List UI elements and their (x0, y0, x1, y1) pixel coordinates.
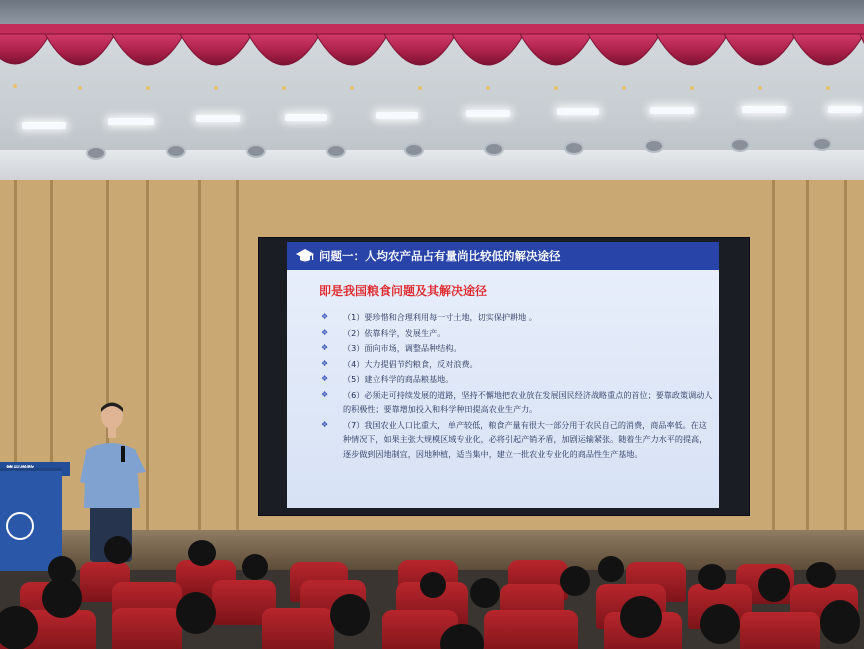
graduation-cap-icon (295, 247, 315, 265)
auditorium-seat (262, 608, 334, 649)
ceiling-light (650, 107, 694, 114)
bullet-diamond-icon: ❖ (321, 312, 329, 321)
ceiling-light (285, 114, 327, 121)
presentation-slide (287, 242, 719, 508)
audience-head (758, 568, 790, 602)
spotlight (326, 144, 346, 158)
spotlight (86, 146, 106, 160)
ceiling-light (742, 106, 786, 113)
ceiling-light (466, 110, 510, 117)
ceiling-light (557, 108, 599, 115)
ceiling-light (22, 122, 66, 129)
slide-subtitle: 即是我国粮食问题及其解决途径 (319, 284, 488, 298)
audience-head (620, 596, 662, 638)
ceiling-light (376, 112, 418, 119)
audience-head (104, 536, 132, 564)
wall-panel-seam (198, 180, 201, 540)
audience-head (42, 578, 82, 618)
audience-head (0, 606, 38, 649)
spotlight (404, 143, 424, 157)
audience-head (698, 564, 726, 590)
bullet-item (321, 310, 713, 325)
spotlight (166, 144, 186, 158)
bullet-item (321, 357, 713, 372)
audience-head (560, 566, 590, 596)
audience-head (242, 554, 268, 580)
audience-head (806, 562, 836, 588)
spotlight (644, 139, 664, 153)
spotlight (564, 141, 584, 155)
wall-panel-seam (772, 180, 775, 540)
bullet-item (321, 388, 713, 417)
audience-head (820, 600, 860, 644)
bullet-text: （3）面向市场，调整品种结构。 (343, 343, 462, 353)
bullet-item (321, 418, 713, 462)
wall-panel-seam (236, 180, 239, 540)
university-seal-icon (6, 512, 34, 540)
spotlight (812, 137, 832, 151)
bullet-item (321, 326, 713, 341)
spotlight (484, 142, 504, 156)
bullet-item (321, 372, 713, 387)
bullet-item (321, 341, 713, 356)
bullet-diamond-icon: ❖ (321, 374, 329, 383)
audience-head (330, 594, 370, 636)
audience-head (176, 592, 216, 634)
ceiling-light (196, 115, 240, 122)
bullet-text: （4）大力提倡节约粮食，反对浪费。 (343, 358, 478, 369)
spotlight (246, 144, 266, 158)
audience-head (700, 604, 740, 644)
bullet-text: （1）要珍惜和合理利用每一寸土地，切实保护耕地 。 (343, 312, 537, 322)
auditorium-seat (484, 610, 578, 649)
bullet-text: （7）我国农业人口比重大， 单产较低，粮食产量有很大一部分用于农民自己的消费，商品率低。在这种情况下，如果主张大规模区域专业化，必将引起产销矛盾，加剧运输紧张。随着生产力水平的提高，逐步做到因地制宜，因地种植，适当集中，建立一批农业专业化的商品性生产基地。 (343, 419, 708, 459)
auditorium-seat (740, 612, 820, 649)
spotlight (730, 138, 750, 152)
stage-curtain-valance (0, 24, 864, 99)
ceiling-beam (0, 150, 864, 180)
wall-panel-seam (844, 180, 847, 540)
audience-head (420, 572, 446, 598)
bullet-diamond-icon: ❖ (321, 358, 329, 368)
bullet-diamond-icon: ❖ (321, 389, 329, 399)
audience-head (598, 556, 624, 582)
bullet-text: （6）必须走可持续发展的道路，坚持不懈地把农业放在发展国民经济战略重点的首位；要靠政策调动人的积极性；要靠增加投入和科学种田提高农业生产力。 (343, 389, 713, 414)
ceiling-light (108, 118, 154, 125)
wall-panel-seam (806, 180, 809, 540)
bullet-diamond-icon: ❖ (321, 419, 329, 429)
bullet-diamond-icon: ❖ (321, 343, 329, 352)
auditorium-seat (112, 608, 182, 649)
slide-header-bar (287, 242, 719, 270)
bullet-text: （5）建立科学的商品粮基地。 (343, 374, 454, 384)
bullet-text: （2）依靠科学，发展生产。 (343, 327, 446, 338)
ceiling-light (828, 106, 862, 113)
slide-bullet-list (321, 310, 713, 462)
bullet-diamond-icon: ❖ (321, 327, 329, 337)
audience-head (188, 540, 216, 566)
audience-head (470, 578, 500, 608)
slide-title: 问题一：人均农产品占有量尚比较低的解决途径 (319, 249, 561, 263)
